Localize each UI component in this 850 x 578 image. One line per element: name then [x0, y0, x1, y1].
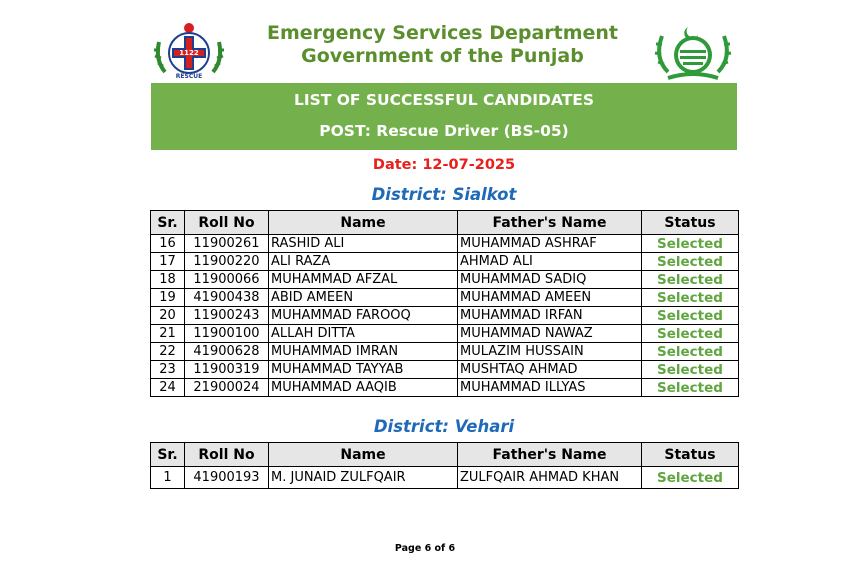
table-row	[151, 343, 739, 361]
cell-roll-no: 41900193	[185, 467, 269, 489]
cell-sr: 18	[151, 271, 185, 289]
cell-sr: 1	[151, 467, 185, 489]
cell-status: Selected	[642, 253, 739, 271]
cell-roll-no: 11900066	[185, 271, 269, 289]
table-row	[151, 379, 739, 397]
cell-name: MUHAMMAD AFZAL	[269, 271, 458, 289]
cell-status: Selected	[642, 325, 739, 343]
column-header-sr: Sr.	[151, 211, 185, 235]
cell-fathers-name: MUSHTAQ AHMAD	[458, 361, 642, 379]
cell-sr: 16	[151, 235, 185, 253]
list-title: LIST OF SUCCESSFUL CANDIDATES	[293, 91, 595, 109]
cell-status: Selected	[642, 379, 739, 397]
cell-name: RASHID ALI	[269, 235, 458, 253]
table-row	[151, 235, 739, 253]
cell-fathers-name: MUHAMMAD ILLYAS	[458, 379, 642, 397]
column-header-name: Name	[269, 211, 458, 235]
cell-name: ALI RAZA	[269, 253, 458, 271]
column-header-roll-no: Roll No	[185, 443, 269, 467]
cell-roll-no: 11900243	[185, 307, 269, 325]
cell-sr: 19	[151, 289, 185, 307]
cell-sr: 17	[151, 253, 185, 271]
post-title: POST: Rescue Driver (BS-05)	[319, 122, 569, 140]
cell-fathers-name: MUHAMMAD NAWAZ	[458, 325, 642, 343]
punjab-government-emblem-icon	[648, 22, 738, 84]
cell-sr: 24	[151, 379, 185, 397]
table-row	[151, 467, 739, 489]
district-heading: District: Sialkot	[371, 185, 517, 204]
cell-roll-no: 41900438	[185, 289, 269, 307]
table-row	[151, 271, 739, 289]
cell-fathers-name: MUHAMMAD SADIQ	[458, 271, 642, 289]
cell-status: Selected	[642, 271, 739, 289]
cell-fathers-name: ZULFQAIR AHMAD KHAN	[458, 467, 642, 489]
table-header-row	[151, 443, 739, 467]
cell-name: MUHAMMAD IMRAN	[269, 343, 458, 361]
column-header-roll-no: Roll No	[185, 211, 269, 235]
candidates-table	[150, 210, 739, 397]
cell-sr: 23	[151, 361, 185, 379]
department-title: Emergency Services Department	[266, 22, 619, 44]
cell-sr: 20	[151, 307, 185, 325]
column-header-sr: Sr.	[151, 443, 185, 467]
cell-status: Selected	[642, 307, 739, 325]
cell-roll-no: 21900024	[185, 379, 269, 397]
column-header-fathers-name: Father's Name	[458, 443, 642, 467]
column-header-status: Status	[642, 211, 739, 235]
cell-name: M. JUNAID ZULFQAIR	[269, 467, 458, 489]
cell-sr: 21	[151, 325, 185, 343]
column-header-status: Status	[642, 443, 739, 467]
cell-name: ALLAH DITTA	[269, 325, 458, 343]
table-header-row	[151, 211, 739, 235]
column-header-name: Name	[269, 443, 458, 467]
cell-status: Selected	[642, 343, 739, 361]
title-banner	[151, 83, 737, 150]
cell-name: MUHAMMAD TAYYAB	[269, 361, 458, 379]
cell-roll-no: 11900319	[185, 361, 269, 379]
rescue-1122-logo	[151, 20, 227, 82]
cell-sr: 22	[151, 343, 185, 361]
table-row	[151, 289, 739, 307]
column-header-fathers-name: Father's Name	[458, 211, 642, 235]
cell-fathers-name: MUHAMMAD AMEEN	[458, 289, 642, 307]
table-row	[151, 253, 739, 271]
table-row	[151, 325, 739, 343]
cell-roll-no: 11900100	[185, 325, 269, 343]
cell-status: Selected	[642, 289, 739, 307]
date-line: Date: 12-07-2025	[372, 157, 516, 173]
cell-fathers-name: MUHAMMAD IRFAN	[458, 307, 642, 325]
cell-fathers-name: MULAZIM HUSSAIN	[458, 343, 642, 361]
cell-name: MUHAMMAD FAROOQ	[269, 307, 458, 325]
cell-name: MUHAMMAD AAQIB	[269, 379, 458, 397]
government-title: Government of the Punjab	[301, 45, 584, 67]
cell-name: ABID AMEEN	[269, 289, 458, 307]
rescue-logo-text: RESCUE	[175, 73, 203, 80]
punjab-government-logo	[648, 22, 738, 84]
table-row	[151, 307, 739, 325]
cell-roll-no: 11900261	[185, 235, 269, 253]
cell-status: Selected	[642, 235, 739, 253]
cell-roll-no: 11900220	[185, 253, 269, 271]
rescue-logo-number: 1122	[179, 49, 199, 57]
cell-status: Selected	[642, 467, 739, 489]
page-number: Page 6 of 6	[394, 543, 456, 554]
cell-fathers-name: MUHAMMAD ASHRAF	[458, 235, 642, 253]
cell-roll-no: 41900628	[185, 343, 269, 361]
candidates-table	[150, 442, 739, 489]
cell-fathers-name: AHMAD ALI	[458, 253, 642, 271]
rescue-1122-emblem-icon	[151, 20, 227, 82]
district-heading: District: Vehari	[373, 417, 515, 436]
table-row	[151, 361, 739, 379]
cell-status: Selected	[642, 361, 739, 379]
